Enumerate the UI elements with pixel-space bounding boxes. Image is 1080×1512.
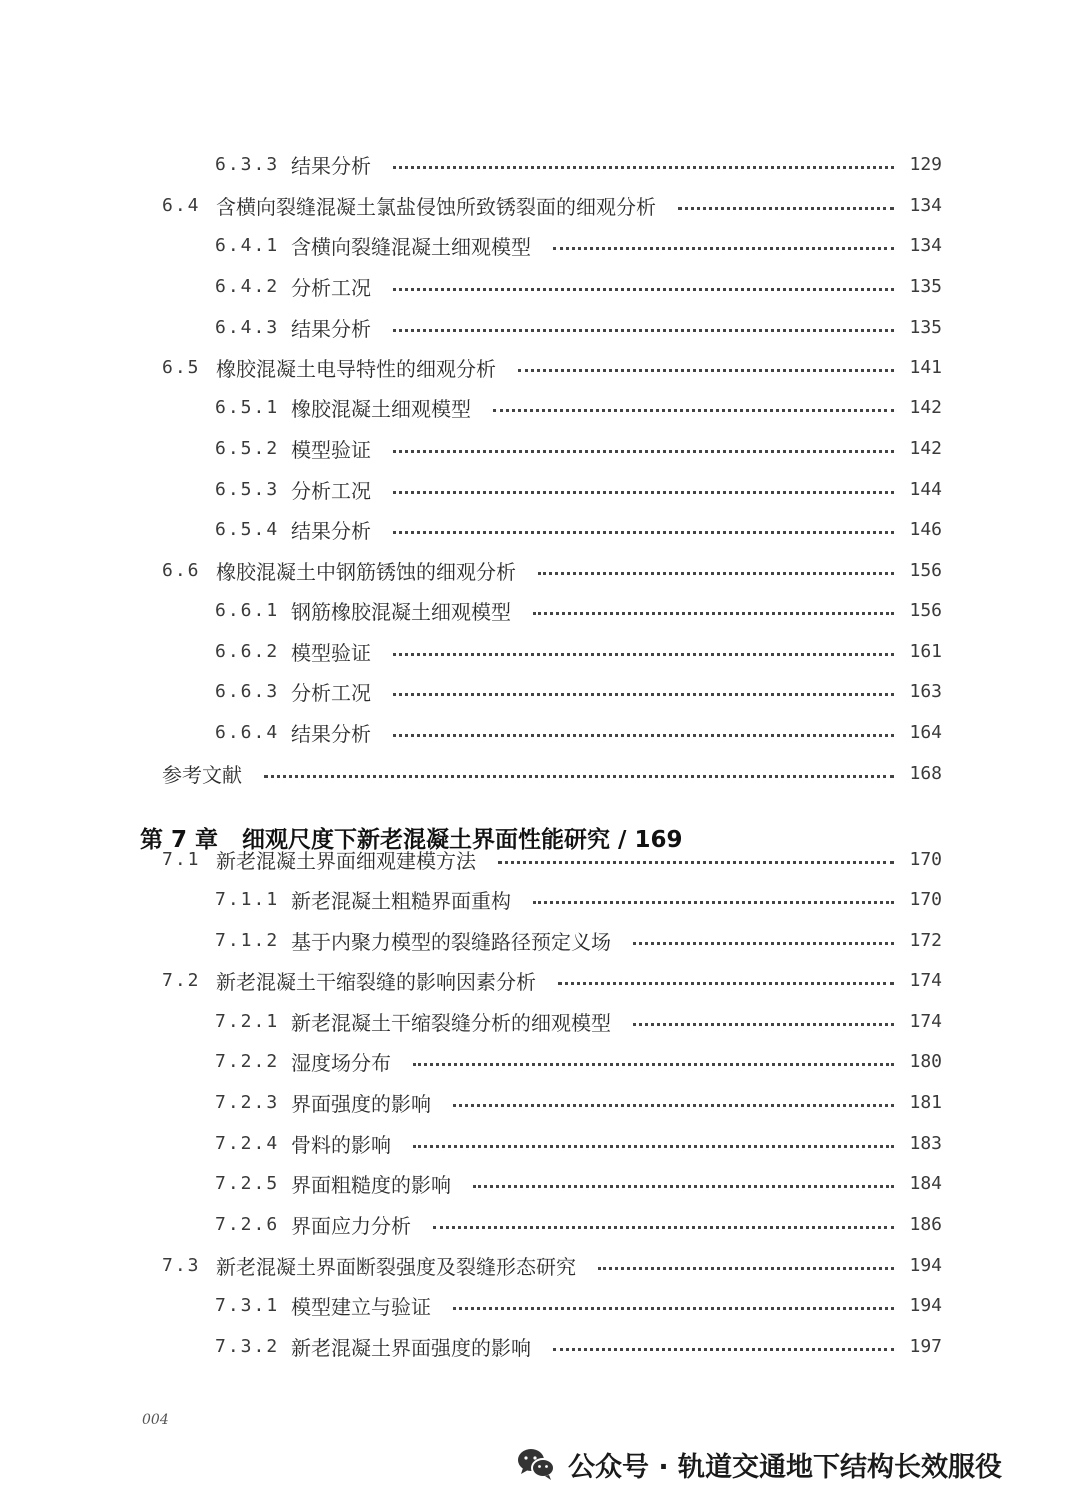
section-title: 基于内聚力模型的裂缝路径预定义场 <box>291 929 611 954</box>
section-number: 6.4.2 <box>215 275 280 297</box>
section-number: 7.2.3 <box>215 1091 280 1113</box>
toc-entry <box>0 631 1080 671</box>
section-title: 模型建立与验证 <box>291 1294 431 1319</box>
section-title: 新老混凝土界面断裂强度及裂缝形态研究 <box>216 1254 576 1279</box>
section-title: 骨料的影响 <box>291 1132 391 1157</box>
page-ref: 144 <box>909 478 942 500</box>
page-ref: 135 <box>909 275 942 297</box>
dot-leader <box>393 734 894 737</box>
section-number: 6.5.1 <box>215 396 280 418</box>
section-title: 界面粗糙度的影响 <box>291 1172 451 1197</box>
page-ref: 161 <box>909 640 942 662</box>
section-title: 橡胶混凝土中钢筋锈蚀的细观分析 <box>216 559 516 584</box>
section-number: 7.3.1 <box>215 1294 280 1316</box>
dot-leader <box>493 409 894 412</box>
page-ref: 186 <box>909 1213 942 1235</box>
section-number: 7.3.2 <box>215 1335 280 1357</box>
section-title: 新老混凝土干缩裂缝分析的细观模型 <box>291 1010 611 1035</box>
page-ref: 194 <box>909 1294 942 1316</box>
section-number: 6.5.2 <box>215 437 280 459</box>
section-number: 6.4.1 <box>215 234 280 256</box>
section-title: 结果分析 <box>291 316 371 341</box>
dot-leader <box>553 1348 894 1351</box>
toc-entry <box>0 920 1080 960</box>
section-number: 7.1.1 <box>215 888 280 910</box>
toc-entry <box>0 712 1080 752</box>
dot-leader <box>393 531 894 534</box>
dot-leader <box>393 491 894 494</box>
toc-entry <box>0 347 1080 387</box>
dot-leader <box>633 1023 894 1026</box>
toc-entry <box>0 1082 1080 1122</box>
wechat-watermark <box>516 1444 1002 1484</box>
page-ref: 197 <box>909 1335 942 1357</box>
toc-entry <box>0 1001 1080 1041</box>
page-ref: 194 <box>909 1254 942 1276</box>
dot-leader <box>533 901 894 904</box>
chapter-heading <box>140 814 682 860</box>
section-title: 参考文献 <box>162 762 242 787</box>
page-ref: 156 <box>909 559 942 581</box>
section-number: 6.6 <box>162 559 201 581</box>
toc-entry <box>0 1204 1080 1244</box>
dot-leader <box>433 1226 894 1229</box>
page-ref: 174 <box>909 969 942 991</box>
toc-entry <box>0 1123 1080 1163</box>
dot-leader <box>413 1145 894 1148</box>
toc-entry <box>0 307 1080 347</box>
wechat-icon <box>516 1447 556 1481</box>
dot-leader <box>473 1185 894 1188</box>
section-number: 7.1.2 <box>215 929 280 951</box>
section-title: 模型验证 <box>291 640 371 665</box>
page-ref: 174 <box>909 1010 942 1032</box>
section-number: 6.6.1 <box>215 599 280 621</box>
page-ref: 181 <box>909 1091 942 1113</box>
toc-entry <box>0 387 1080 427</box>
page-ref: 146 <box>909 518 942 540</box>
page-ref: 135 <box>909 316 942 338</box>
section-title: 湿度场分布 <box>291 1050 391 1075</box>
page-ref: 184 <box>909 1172 942 1194</box>
section-title: 结果分析 <box>291 721 371 746</box>
page-ref: 129 <box>909 153 942 175</box>
toc-entry <box>0 428 1080 468</box>
section-number: 6.5 <box>162 356 201 378</box>
section-title: 模型验证 <box>291 437 371 462</box>
dot-leader <box>598 1267 894 1270</box>
section-title: 界面强度的影响 <box>291 1091 431 1116</box>
dot-leader <box>393 166 894 169</box>
dot-leader <box>393 653 894 656</box>
page-ref: 134 <box>909 194 942 216</box>
section-title: 分析工况 <box>291 478 371 503</box>
dot-leader <box>413 1063 894 1066</box>
toc-entry <box>0 144 1080 184</box>
section-title: 界面应力分析 <box>291 1213 411 1238</box>
section-number: 7.3 <box>162 1254 201 1276</box>
page-ref: 180 <box>909 1050 942 1072</box>
toc-entry <box>0 879 1080 919</box>
chapter-title: 细观尺度下新老混凝土界面性能研究 / 169 <box>242 826 683 853</box>
toc-entry <box>0 550 1080 590</box>
toc-entry <box>0 1041 1080 1081</box>
chapter-label: 第 7 章 <box>140 826 219 853</box>
toc-entry <box>0 960 1080 1000</box>
section-title: 结果分析 <box>291 153 371 178</box>
section-number: 6.5.3 <box>215 478 280 500</box>
page-ref: 168 <box>909 762 942 784</box>
page-ref: 164 <box>909 721 942 743</box>
page-ref: 141 <box>909 356 942 378</box>
section-title: 新老混凝土界面细观建模方法 <box>216 848 476 873</box>
toc-entry <box>0 1326 1080 1366</box>
dot-leader <box>498 861 894 864</box>
toc-entry <box>0 671 1080 711</box>
dot-leader <box>633 942 894 945</box>
page-ref: 134 <box>909 234 942 256</box>
toc-entry <box>0 1163 1080 1203</box>
section-title: 新老混凝土干缩裂缝的影响因素分析 <box>216 969 536 994</box>
toc-entry <box>0 1245 1080 1285</box>
section-title: 含横向裂缝混凝土细观模型 <box>291 234 531 259</box>
dot-leader <box>393 450 894 453</box>
page-ref: 142 <box>909 396 942 418</box>
page-number: 004 <box>142 1412 169 1428</box>
section-number: 7.2.2 <box>215 1050 280 1072</box>
toc-entry <box>0 509 1080 549</box>
section-title: 新老混凝土粗糙界面重构 <box>291 888 511 913</box>
dot-leader <box>453 1104 894 1107</box>
dot-leader <box>558 982 894 985</box>
section-number: 6.3.3 <box>215 153 280 175</box>
section-number: 7.2.4 <box>215 1132 280 1154</box>
dot-leader <box>453 1307 894 1310</box>
page-ref: 170 <box>909 888 942 910</box>
section-title: 橡胶混凝土细观模型 <box>291 396 471 421</box>
toc-entry <box>0 1285 1080 1325</box>
dot-leader <box>393 693 894 696</box>
dot-leader <box>553 247 894 250</box>
page-ref: 163 <box>909 680 942 702</box>
section-number: 6.5.4 <box>215 518 280 540</box>
section-title: 钢筋橡胶混凝土细观模型 <box>291 599 511 624</box>
watermark-text: 公众号 · 轨道交通地下结构长效服役 <box>568 1451 1003 1483</box>
page-ref: 172 <box>909 929 942 951</box>
toc-entry <box>0 469 1080 509</box>
section-number: 7.2.6 <box>215 1213 280 1235</box>
toc-entry <box>0 266 1080 306</box>
page-ref: 170 <box>909 848 942 870</box>
dot-leader <box>264 775 894 778</box>
section-number: 7.1 <box>162 848 201 870</box>
dot-leader <box>678 207 894 210</box>
section-title: 结果分析 <box>291 518 371 543</box>
section-number: 7.2.1 <box>215 1010 280 1032</box>
section-title: 新老混凝土界面强度的影响 <box>291 1335 531 1360</box>
section-number: 6.4.3 <box>215 316 280 338</box>
section-number: 6.6.3 <box>215 680 280 702</box>
section-number: 6.6.2 <box>215 640 280 662</box>
section-number: 7.2 <box>162 969 201 991</box>
page-ref: 156 <box>909 599 942 621</box>
dot-leader <box>393 329 894 332</box>
section-title: 橡胶混凝土电导特性的细观分析 <box>216 356 496 381</box>
section-title: 分析工况 <box>291 275 371 300</box>
section-number: 6.6.4 <box>215 721 280 743</box>
section-title: 含横向裂缝混凝土氯盐侵蚀所致锈裂面的细观分析 <box>216 194 656 219</box>
dot-leader <box>393 288 894 291</box>
page-ref: 183 <box>909 1132 942 1154</box>
dot-leader <box>518 369 894 372</box>
section-number: 7.2.5 <box>215 1172 280 1194</box>
dot-leader <box>538 572 894 575</box>
toc-entry <box>0 185 1080 225</box>
dot-leader <box>533 612 894 615</box>
toc-entry <box>0 590 1080 630</box>
section-title: 分析工况 <box>291 680 371 705</box>
page-ref: 142 <box>909 437 942 459</box>
toc-entry <box>0 753 1080 793</box>
toc-entry <box>0 225 1080 265</box>
section-number: 6.4 <box>162 194 201 216</box>
